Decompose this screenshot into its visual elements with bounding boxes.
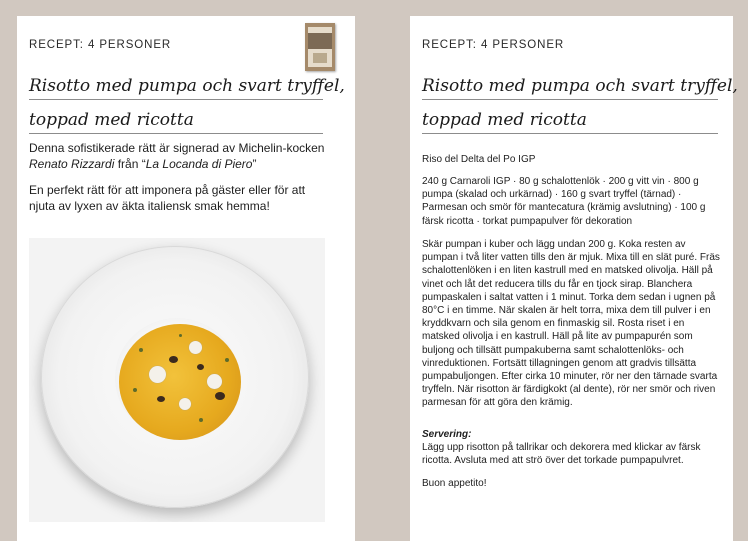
serving-label: Servering: — [422, 429, 472, 440]
chef-name: Renato Rizzardi — [29, 157, 115, 171]
recipe-title-line1: Risotto med pumpa och svart tryffel, — [29, 76, 323, 100]
truffle-piece — [197, 364, 204, 370]
recipe-title-line2: toppad med ricotta — [422, 110, 718, 134]
recipe-card-right — [410, 16, 738, 541]
risotto-photo — [29, 238, 325, 522]
cookbook-image — [305, 23, 335, 71]
recipe-title-line1: Risotto med pumpa och svart tryffel, — [422, 76, 718, 100]
serving-text: Lägg upp risotton på tallrikar och dekorera med klickar av färsk ricotta. Avsluta med att strö över det torkade pumpapulvret. — [422, 442, 701, 467]
herb-speck — [199, 418, 203, 422]
intro-text: Denna sofistikerade rätt är signerad av Michelin-kocken — [29, 141, 325, 155]
intro-paragraph — [29, 140, 334, 172]
truffle-piece — [169, 356, 178, 363]
restaurant-name: La Locanda di Piero — [145, 157, 253, 171]
recipe-title-line2: toppad med ricotta — [29, 110, 323, 134]
method-text: Skär pumpan i kuber och lägg undan 200 g. Koka resten av pumpan i två liter vatten tills den är mjuk. Mixa till en slät puré. Fräs schalottenlöken i en liten kastrull med en matsked olivolja. Häll på vinet och låt det reducera tills du får en tjock sirap. Blanchera pumpaskalen i saltat vatten i 1 minut. Torka dem sedan i ugnen på 80°C i en timme. När skalen är helt torra, mixa dem till pulver i en kryddkvarn och sila genom en finmaskig sil. Rosta riset i en matsked olivolja i en kastrull. Häll på lite av pumpapurén som buljong och tillsätt pumpakuberna samt schalottenlöks- och vinreduktionen. Fortsätt tillagningen genom att gradvis tillsätta pumpabuljongen. Efter cirka 10 minuter, rör ner den tärnade svarta tryffeln. När risotton är färdigkokt (al dente), rör ner smör och riven parmesan för att göra den krämig. — [422, 239, 720, 409]
servings-label: RECEPT: 4 PERSONER — [29, 39, 172, 51]
close-quote: ” — [252, 157, 257, 171]
herb-speck — [139, 348, 143, 352]
truffle-piece — [157, 396, 165, 402]
herb-speck — [225, 358, 229, 362]
herb-speck — [133, 388, 137, 392]
servings-label: RECEPT: 4 PERSONER — [422, 39, 565, 51]
ricotta-dollop — [149, 366, 166, 383]
from-text: från “ — [114, 157, 146, 171]
serving-block — [422, 428, 722, 468]
ricotta-dollop — [179, 398, 191, 410]
ricotta-dollop — [189, 341, 202, 354]
recipe-card-left — [17, 16, 355, 541]
intro-paragraph-2: En perfekt rätt för att imponera på gäster eller för att njuta av lyxen av äkta italiensk smak hemma! — [29, 183, 306, 213]
rice-label: Riso del Delta del Po IGP — [422, 154, 536, 165]
ricotta-dollop — [207, 374, 222, 389]
risotto — [119, 324, 241, 440]
truffle-piece — [215, 392, 225, 400]
ingredient-list: 240 g Carnaroli IGP · 80 g schalottenlök · 200 g vitt vin · 800 g pumpa (skalad och urkärnad) · 160 g svart tryffel (tärnad) · Parmesan och smör för mantecatura (krämig avslutning) · 100 g färsk ricotta · torkat pumpapulver för dekoration — [422, 176, 706, 227]
closing-text: Buon appetito! — [422, 478, 487, 489]
herb-speck — [179, 334, 182, 337]
